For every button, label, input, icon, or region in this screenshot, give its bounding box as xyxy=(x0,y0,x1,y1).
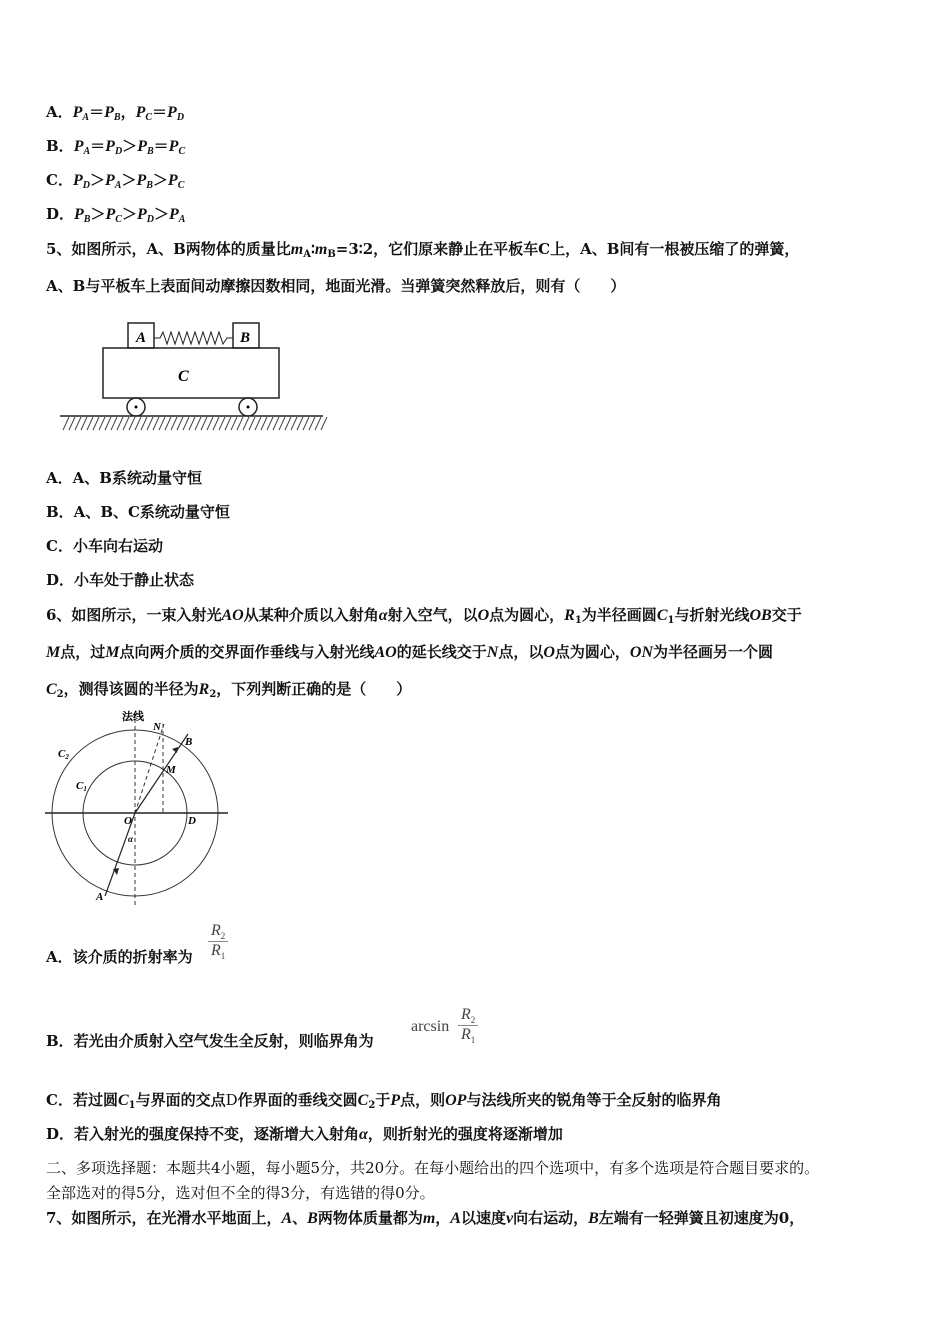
d-label: D xyxy=(188,815,196,827)
ground-hatch xyxy=(117,417,123,430)
ground-hatch xyxy=(213,417,219,430)
text-run: A．A、B系统动量守恒 xyxy=(46,469,202,487)
text-line xyxy=(46,1090,721,1116)
svg-text:C2 xyxy=(58,748,69,761)
c2-sub: 2 xyxy=(65,753,69,761)
text-run: D xyxy=(82,180,90,191)
text-run: m xyxy=(422,1210,436,1227)
text-run: A xyxy=(303,249,311,260)
text-line xyxy=(46,239,799,265)
text-line xyxy=(46,605,802,631)
text-run: ＝ xyxy=(153,137,169,155)
c2-label: C xyxy=(58,748,66,760)
text-run: R xyxy=(198,681,210,698)
text-run: 为半径画圆 xyxy=(581,606,657,624)
ground-hatch xyxy=(309,417,315,430)
text-run: D．若入射光的强度保持不变，逐渐增大入射角 xyxy=(46,1125,360,1143)
text-run: 的延长线交于 xyxy=(396,643,487,661)
text-run: OP xyxy=(445,1092,467,1109)
text-run: 1 xyxy=(667,615,675,626)
text-run: m xyxy=(290,241,304,258)
text-run: P xyxy=(136,172,147,189)
text-run: P xyxy=(104,172,115,189)
ground-hatch xyxy=(243,417,249,430)
ground-hatch xyxy=(177,417,183,430)
r2: R xyxy=(461,1006,471,1023)
text-line xyxy=(46,570,194,590)
text-line xyxy=(46,947,193,967)
text-run: B xyxy=(146,146,154,157)
text-run: AO xyxy=(374,644,397,661)
text-run: ＞ xyxy=(89,171,105,189)
text-run: α xyxy=(359,1126,368,1143)
text-run: P xyxy=(72,172,83,189)
text-run: B xyxy=(146,180,153,191)
text-run: 与界面的交点 xyxy=(135,1091,226,1109)
text-line xyxy=(46,502,230,522)
text-run: P xyxy=(73,138,84,155)
text-run: B xyxy=(588,1210,599,1227)
text-run: 点为圆心， xyxy=(489,606,565,624)
text-run: M xyxy=(105,644,120,661)
text-line xyxy=(46,1124,563,1145)
text-run: P xyxy=(168,206,179,223)
c1-label: C xyxy=(76,780,84,792)
text-line xyxy=(46,536,163,556)
text-line xyxy=(46,204,185,230)
m-label: M xyxy=(166,764,176,776)
text-run: C xyxy=(177,180,185,191)
block-b-label: B xyxy=(240,330,251,346)
text-run: D xyxy=(176,112,185,123)
cart-figure xyxy=(55,318,330,438)
text-run: 点为圆心， xyxy=(554,643,630,661)
text-run: 点，以 xyxy=(498,643,544,661)
text-run: C xyxy=(357,1092,369,1109)
text-run: ＞ xyxy=(122,137,138,155)
r1: R xyxy=(461,1026,471,1044)
ground-hatch xyxy=(291,417,297,430)
text-run: ， xyxy=(435,1209,451,1227)
r1: R xyxy=(211,942,221,960)
block-a-label: A xyxy=(136,330,147,346)
ground-hatch xyxy=(285,417,291,430)
normal-label: 法线 xyxy=(122,711,144,723)
text-run: AO xyxy=(221,607,244,624)
text-run: 全部选对的得5分，选对但不全的得3分，有选错的得0分。 xyxy=(46,1184,435,1202)
text-run: P xyxy=(104,104,114,121)
text-run: P xyxy=(105,206,116,223)
text-run: B．若光由介质射入空气发生全反射，则临界角为 xyxy=(46,1032,374,1050)
c1-sub: 1 xyxy=(83,785,87,793)
ground-hatch xyxy=(111,417,117,430)
text-run: 1 xyxy=(128,1100,136,1111)
ground-hatch xyxy=(135,417,141,430)
text-line xyxy=(46,468,202,488)
text-run: 两物体质量都为 xyxy=(317,1209,423,1227)
text-run: C．若过圆 xyxy=(46,1091,118,1109)
text-run: A．该介质的折射率为 xyxy=(46,948,193,966)
text-run: 于 xyxy=(375,1091,391,1109)
fraction-r2-r1 xyxy=(208,922,228,961)
text-run: D xyxy=(114,146,123,157)
ground-hatch xyxy=(87,417,93,430)
text-run: 2 xyxy=(368,1100,376,1111)
ground-hatch xyxy=(141,417,147,430)
text-run: 2 xyxy=(209,689,217,700)
ground-hatch xyxy=(303,417,309,430)
text-line xyxy=(46,276,625,296)
text-run: C．小车向右运动 xyxy=(46,537,163,555)
r1-sub: 1 xyxy=(220,951,226,962)
ground-hatch xyxy=(63,417,69,430)
b-label: B xyxy=(185,736,193,748)
text-run: ，测得该圆的半径为 xyxy=(63,680,199,698)
ground-hatch xyxy=(321,417,327,430)
text-run: P xyxy=(72,104,83,121)
text-run: P xyxy=(137,138,147,155)
alpha-label: α xyxy=(128,834,133,844)
ground-hatch xyxy=(165,417,171,430)
ground-hatch xyxy=(279,417,285,430)
svg-text:C1 xyxy=(76,780,87,793)
text-run: ＞ xyxy=(121,205,137,223)
text-run: ＞ xyxy=(152,171,168,189)
ground-hatch xyxy=(207,417,213,430)
text-run: 二、多项选择题：本题共4小题，每小题5分，共20分。在每小题给出的四个选项中，有多个选项是符合题目要求的。 xyxy=(46,1159,820,1177)
n-label: N xyxy=(153,721,161,733)
ground-hatch xyxy=(225,417,231,430)
text-run: ＞ xyxy=(90,205,106,223)
text-run: C xyxy=(115,214,122,225)
text-run: 为半径画另一个圆 xyxy=(653,643,774,661)
text-run: C xyxy=(117,1092,129,1109)
text-line xyxy=(46,642,773,663)
text-run: 1 xyxy=(574,615,582,626)
text-run: ， xyxy=(120,103,136,121)
text-run: P xyxy=(74,206,84,223)
text-line xyxy=(46,102,184,128)
text-run: B xyxy=(113,112,121,123)
r1-sub: 1 xyxy=(470,1035,476,1046)
text-run: ＝ xyxy=(152,103,168,121)
text-run: B xyxy=(327,249,336,260)
text-run: ＞ xyxy=(153,205,169,223)
text-run: ＝ xyxy=(90,137,106,155)
text-run: A xyxy=(281,1210,293,1227)
ground-hatch xyxy=(69,417,75,430)
text-run: OB xyxy=(749,607,772,624)
ground-hatch xyxy=(147,417,153,430)
text-run: 7、如图所示，在光滑水平地面上， xyxy=(46,1209,282,1227)
text-line xyxy=(46,1031,374,1051)
text-run: C xyxy=(178,146,186,157)
ground-hatch xyxy=(255,417,261,430)
text-line xyxy=(46,136,185,162)
text-run: B xyxy=(307,1210,318,1227)
ground-hatch xyxy=(159,417,165,430)
text-run: A xyxy=(114,180,122,191)
text-run: C xyxy=(656,607,668,624)
ground-hatch xyxy=(99,417,105,430)
text-run: 与折射光线 xyxy=(674,606,750,624)
text-run: 左端有一轻弹簧且初速度为0， xyxy=(598,1209,805,1227)
ground-hatch xyxy=(267,417,273,430)
text-run: 6、如图所示，一束入射光 xyxy=(46,606,222,624)
ground-hatch xyxy=(315,417,321,430)
ground-hatch xyxy=(183,417,189,430)
r2-sub: 2 xyxy=(220,931,226,942)
text-run: 点，过 xyxy=(60,643,106,661)
text-run: 点，则 xyxy=(400,1091,446,1109)
text-run: ON xyxy=(629,644,654,661)
arcsin-text: arcsin xyxy=(411,1018,450,1035)
text-run: M xyxy=(46,644,61,661)
text-run: A xyxy=(83,146,91,157)
text-run: D． xyxy=(46,205,75,223)
text-run: 、 xyxy=(292,1209,308,1227)
ground-hatch xyxy=(81,417,87,430)
text-run: α xyxy=(378,607,388,624)
a-label: A xyxy=(96,891,104,903)
text-run: A． xyxy=(46,103,73,121)
text-line xyxy=(46,1183,435,1203)
ground-hatch xyxy=(75,417,81,430)
text-run: ，则折射光的强度将逐渐增加 xyxy=(367,1125,563,1143)
text-run: O xyxy=(543,644,555,661)
text-run: 5、如图所示，A、B两物体的质量比 xyxy=(46,240,291,258)
text-run: P xyxy=(390,1092,401,1109)
ground-hatch xyxy=(189,417,195,430)
text-run: 作界面的垂线交圆 xyxy=(237,1091,358,1109)
text-run: B． xyxy=(46,137,74,155)
text-run: 射入空气，以 xyxy=(387,606,478,624)
ground-hatch xyxy=(105,417,111,430)
ground-hatch xyxy=(237,417,243,430)
text-run: 点向两介质的交界面作垂线与入射光线 xyxy=(119,643,375,661)
text-line xyxy=(46,1158,819,1178)
text-run: A xyxy=(178,214,186,225)
text-run: ＞ xyxy=(121,171,137,189)
text-run: O xyxy=(477,607,490,624)
text-run: 向右运动， xyxy=(513,1209,589,1227)
text-run: A xyxy=(82,112,90,123)
text-run: P xyxy=(136,206,147,223)
cart-c-label: C xyxy=(178,368,189,385)
text-run: ∶ xyxy=(310,240,315,258)
text-run: P xyxy=(135,104,146,121)
ground-hatch xyxy=(123,417,129,430)
ground-hatch xyxy=(273,417,279,430)
r2-sub: 2 xyxy=(470,1015,476,1026)
text-run: P xyxy=(168,138,179,155)
text-run: A、B与平板车上表面间动摩擦因数相同，地面光滑。当弹簧突然释放后，则有（ ） xyxy=(46,277,626,295)
text-line xyxy=(46,170,184,196)
text-line xyxy=(46,1208,804,1229)
text-run: 2 xyxy=(56,689,64,700)
ground-hatch xyxy=(171,417,177,430)
text-run: R xyxy=(564,607,575,624)
text-run: ＝ xyxy=(89,103,105,121)
ground-hatch xyxy=(249,417,255,430)
text-run: m xyxy=(314,241,328,258)
text-run: A xyxy=(450,1210,461,1227)
text-run: 交于 xyxy=(771,606,802,624)
text-run: B．A、B、C系统动量守恒 xyxy=(46,503,230,521)
ground-hatch xyxy=(219,417,225,430)
text-run: D．小车处于静止状态 xyxy=(46,571,195,589)
text-run: C xyxy=(46,681,57,698)
text-run: C． xyxy=(46,171,73,189)
text-run: ，下列判断正确的是（ ） xyxy=(216,680,412,698)
text-run: 从某种介质以入射角 xyxy=(243,606,379,624)
o-label: O xyxy=(124,815,132,827)
text-run: N xyxy=(486,644,499,661)
ground-hatch xyxy=(129,417,135,430)
text-run: 与法线所夹的锐角等于全反射的临界角 xyxy=(466,1091,722,1109)
ground-hatch xyxy=(201,417,207,430)
refraction-figure xyxy=(40,700,240,910)
ground-hatch xyxy=(153,417,159,430)
text-run: D xyxy=(225,1091,238,1109)
text-run: P xyxy=(167,172,178,189)
ground-hatch xyxy=(231,417,237,430)
ground-hatch xyxy=(261,417,267,430)
ground-hatch xyxy=(195,417,201,430)
text-run: P xyxy=(167,104,177,121)
text-run: D xyxy=(146,214,154,225)
text-run: v xyxy=(505,1210,514,1227)
text-run: C xyxy=(145,112,153,123)
text-run: =3∶2，它们原来静止在平板车C上，A、B间有一根被压缩了的弹簧， xyxy=(335,240,800,258)
r2: R xyxy=(211,922,221,939)
fraction-r2-r1-arcsin xyxy=(458,1006,478,1045)
text-run: 以速度 xyxy=(460,1209,506,1227)
text-run: P xyxy=(105,138,115,155)
text-run: B xyxy=(83,214,91,225)
ground-hatch xyxy=(297,417,303,430)
ground-hatch xyxy=(93,417,99,430)
